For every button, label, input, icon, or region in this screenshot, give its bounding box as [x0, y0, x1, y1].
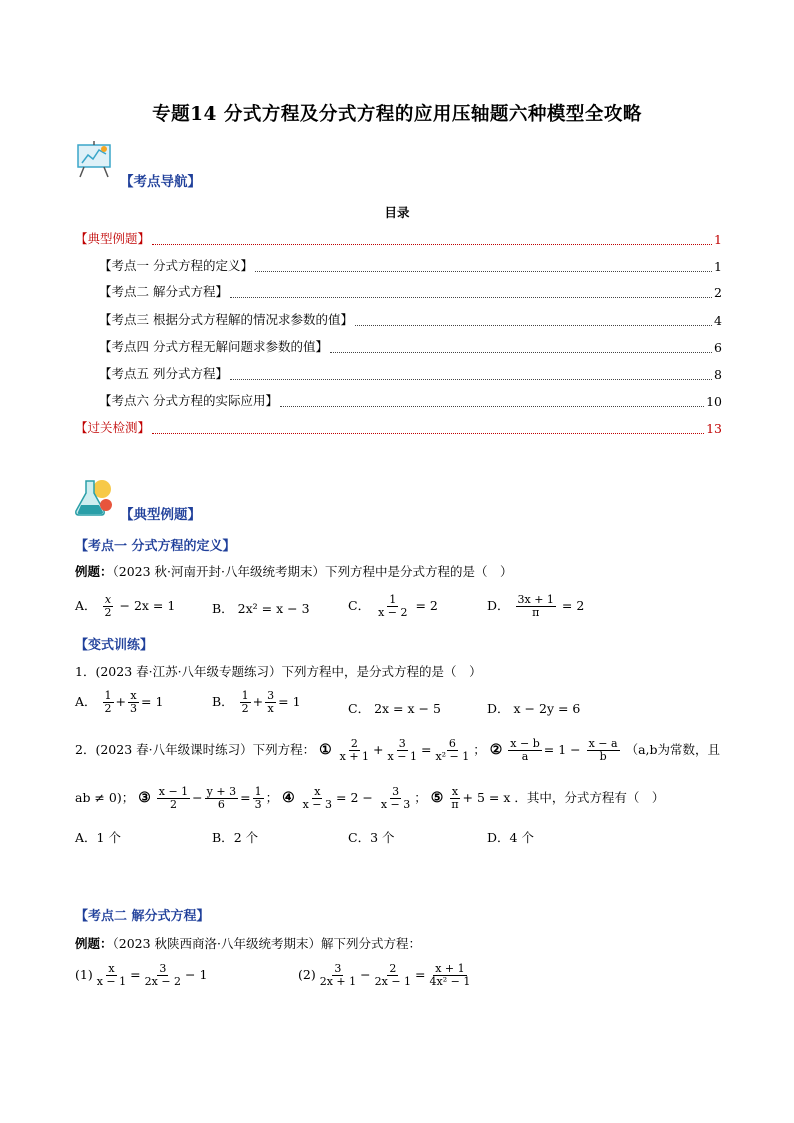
question-1: 1．(2023 春·江苏·八年级专题练习）下列方程中，是分式方程的是（ ） — [75, 664, 482, 679]
problem-2: (2) $\frac{3}{2x + 1}$ − $\frac{2}{2x - 1}$ = $\frac{x + 1}{\text{4x² − 1}}$ — [298, 962, 471, 988]
example-line: 例题：（2023 秋陕西商洛·八年级统考期末）解下列分式方程： — [75, 936, 422, 951]
toc-row[interactable]: 【考点一 分式方程的定义】 1 — [99, 258, 722, 274]
problem-1: (1) $\frac{x}{x - 1}$ = $\frac{3}{2x - 2}$ − 1 — [75, 962, 208, 988]
option-a[interactable]: A．1 个 — [75, 830, 121, 845]
toc-row[interactable]: 【考点六 分式方程的实际应用】 10 — [99, 393, 722, 409]
option-d[interactable]: D． $\frac{3x + 1}{\pi}$ = 2 — [487, 593, 585, 619]
examples-heading: 【典型例题】 — [120, 507, 201, 523]
question-2-line1: 2．(2023 春·八年级课时练习）下列方程： ① $\frac{2}{x + 1}$ + $\frac{3}{x - 1}$ = $\frac{6}{\text{x² − 1}}$ ； ② $\frac{x - b}{a}$ = 1 − $\frac{x - a}{b}$ （a,b为常数，且 — [75, 737, 720, 763]
option-d[interactable]: D． x − 2y = 6 — [487, 701, 581, 716]
page-title: 专题14 分式方程及分式方程的应用压轴题六种模型全攻略 — [152, 104, 642, 125]
training-heading: 【变式训练】 — [75, 638, 154, 653]
toc-row[interactable]: 【考点三 根据分式方程解的情况求参数的值】 4 — [99, 312, 722, 328]
toc-title: 目录 — [384, 205, 410, 220]
point2-heading: 【考点二 解分式方程】 — [75, 909, 210, 924]
option-c[interactable]: C． 2x = x − 5 — [348, 701, 441, 716]
option-c[interactable]: C．3 个 — [348, 830, 395, 845]
toc-row[interactable]: 【典型例题】 1 — [75, 231, 722, 247]
question-2-line2: ab ≠ 0)； ③ $\frac{x - 1}{2}$ − $\frac{y + 3}{6}$ = $\frac{1}{3}$ ； ④ $\frac{x}{x - 3}$ = 2 − $\frac{3}{x - 3}$ ； ⑤ $\frac{x}{\pi}$ + 5 = x ．其中，分式方程有（ ） — [75, 785, 665, 811]
toc-row[interactable]: 【考点五 列分式方程】 8 — [99, 366, 722, 382]
option-c[interactable]: C． $\frac{1}{x - 2}$ = 2 — [348, 593, 438, 619]
option-d[interactable]: D．4 个 — [487, 830, 534, 845]
toc-row[interactable]: 【过关检测】 13 — [75, 420, 722, 436]
flask-icon — [72, 475, 116, 519]
toc-row[interactable]: 【考点四 分式方程无解问题求参数的值】 6 — [99, 339, 722, 355]
option-b[interactable]: B． 2x² = x − 3 — [212, 601, 310, 616]
presentation-board-icon — [74, 139, 116, 181]
option-b[interactable]: B．2 个 — [212, 830, 259, 845]
option-a[interactable]: A． $\frac{1}{2}$ + $\frac{x}{3}$ = 1 — [75, 689, 164, 715]
option-a[interactable]: A． $\frac{x}{2}$ − 2x = 1 — [75, 593, 176, 619]
toc-row[interactable]: 【考点二 解分式方程】 2 — [99, 284, 722, 300]
nav-heading: 【考点导航】 — [120, 174, 201, 190]
point1-heading: 【考点一 分式方程的定义】 — [75, 539, 236, 554]
example-line: 例题：（2023 秋·河南开封·八年级统考期末）下列方程中是分式方程的是（ ） — [75, 564, 513, 579]
option-b[interactable]: B． $\frac{1}{2}$ + $\frac{3}{x}$ = 1 — [212, 689, 301, 715]
